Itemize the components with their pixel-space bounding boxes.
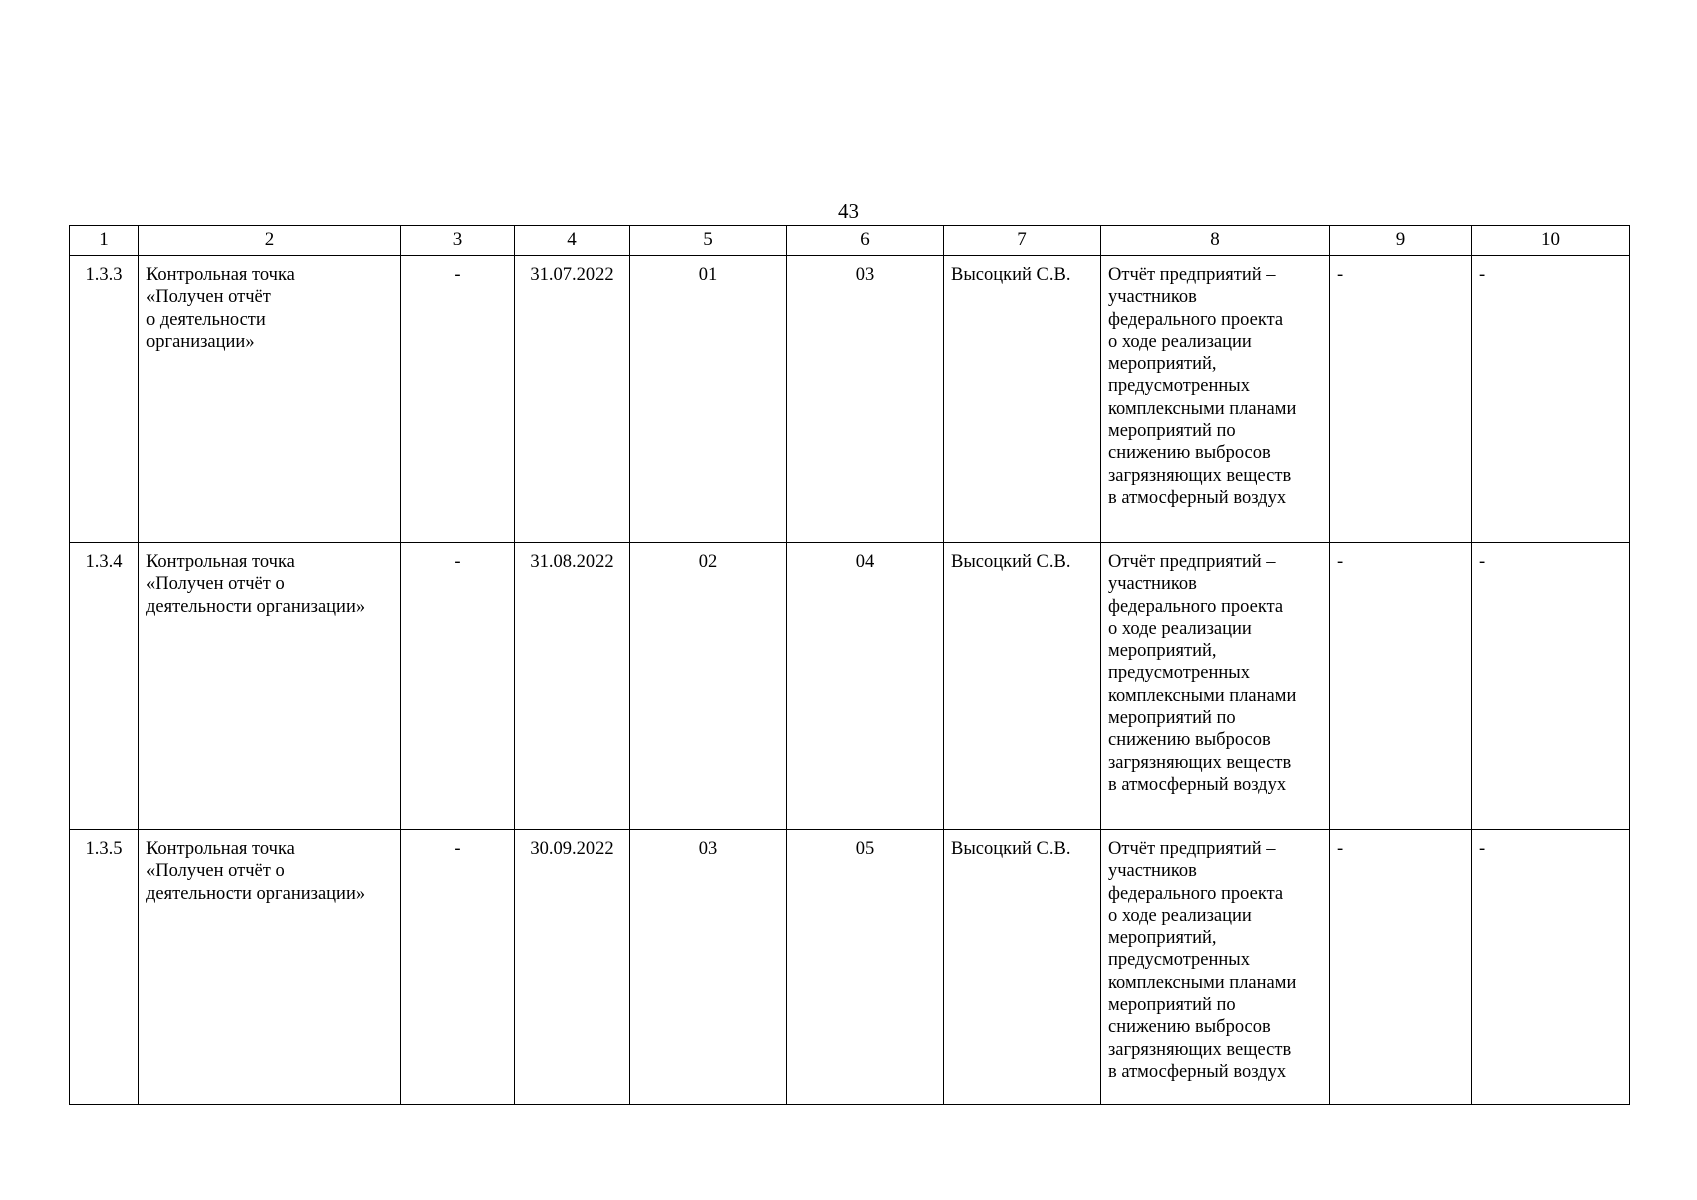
name-line: «Получен отчёт о <box>146 574 285 595</box>
name-line: «Получен отчёт <box>146 287 271 308</box>
col10-value: - <box>1472 543 1630 830</box>
header-cell-8: 8 <box>1101 226 1330 256</box>
responsible-person: Высоцкий С.В. <box>944 543 1101 830</box>
checkpoint-name <box>139 256 401 543</box>
row-id: 1.3.5 <box>70 830 139 1105</box>
col9-value: - <box>1330 543 1472 830</box>
name-line: Контрольная точка <box>146 552 295 572</box>
report-line: федерального проекта <box>1108 883 1284 904</box>
col6-value: 03 <box>787 256 944 543</box>
col10-value: - <box>1472 256 1630 543</box>
checkpoint-name <box>139 830 401 1105</box>
col3-value: - <box>401 830 515 1105</box>
report-line: загрязняющих веществ <box>1108 465 1292 486</box>
report-line: о ходе реализации <box>1108 905 1252 926</box>
page-number: 43 <box>838 199 859 223</box>
col5-value: 02 <box>630 543 787 830</box>
result-description <box>1101 830 1330 1105</box>
report-line: загрязняющих веществ <box>1108 1039 1292 1060</box>
deadline-date: 30.09.2022 <box>515 830 630 1105</box>
header-cell-5: 5 <box>630 226 787 256</box>
header-cell-7: 7 <box>944 226 1101 256</box>
report-line: федерального проекта <box>1108 309 1284 330</box>
responsible-person: Высоцкий С.В. <box>944 830 1101 1105</box>
report-line: Отчёт предприятий – <box>1108 552 1276 572</box>
report-line: загрязняющих веществ <box>1108 752 1292 773</box>
responsible-person: Высоцкий С.В. <box>944 256 1101 543</box>
col6-value: 04 <box>787 543 944 830</box>
report-line: Отчёт предприятий – <box>1108 265 1276 285</box>
col5-value: 01 <box>630 256 787 543</box>
name-line: деятельности организации» <box>146 596 366 617</box>
row-id: 1.3.3 <box>70 256 139 543</box>
name-line: организации» <box>146 331 255 352</box>
name-line: о деятельности <box>146 309 266 330</box>
header-cell-10: 10 <box>1472 226 1630 256</box>
name-line: «Получен отчёт о <box>146 861 285 882</box>
table-row <box>70 830 1630 1105</box>
report-line: участников <box>1108 574 1197 595</box>
table-row <box>70 256 1630 543</box>
report-line: комплексными планами <box>1108 972 1297 993</box>
col3-value: - <box>401 543 515 830</box>
report-line: снижению выбросов <box>1108 730 1271 751</box>
report-line: о ходе реализации <box>1108 618 1252 639</box>
report-line: мероприятий по <box>1108 708 1236 729</box>
name-line: Контрольная точка <box>146 265 295 285</box>
report-line: комплексными планами <box>1108 685 1297 706</box>
report-line: мероприятий, <box>1108 928 1217 949</box>
report-line: снижению выбросов <box>1108 443 1271 464</box>
col6-value: 05 <box>787 830 944 1105</box>
report-line: мероприятий, <box>1108 641 1217 662</box>
deadline-date: 31.07.2022 <box>515 256 630 543</box>
report-line: участников <box>1108 861 1197 882</box>
report-line: мероприятий, <box>1108 354 1217 375</box>
header-cell-1: 1 <box>70 226 139 256</box>
col9-value: - <box>1330 256 1472 543</box>
table-row <box>70 543 1630 830</box>
col9-value: - <box>1330 830 1472 1105</box>
col3-value: - <box>401 256 515 543</box>
report-line: предусмотренных <box>1108 376 1250 397</box>
col5-value: 03 <box>630 830 787 1105</box>
checkpoint-name <box>139 543 401 830</box>
row-id: 1.3.4 <box>70 543 139 830</box>
report-line: в атмосферный воздух <box>1108 1061 1287 1082</box>
report-line: в атмосферный воздух <box>1108 487 1287 508</box>
plan-table <box>69 225 1630 1105</box>
name-line: Контрольная точка <box>146 839 295 859</box>
report-line: в атмосферный воздух <box>1108 774 1287 795</box>
name-line: деятельности организации» <box>146 883 366 904</box>
header-cell-3: 3 <box>401 226 515 256</box>
report-line: снижению выбросов <box>1108 1017 1271 1038</box>
report-line: федерального проекта <box>1108 596 1284 617</box>
report-line: Отчёт предприятий – <box>1108 839 1276 859</box>
report-line: комплексными планами <box>1108 398 1297 419</box>
report-line: предусмотренных <box>1108 663 1250 684</box>
col10-value: - <box>1472 830 1630 1105</box>
report-line: мероприятий по <box>1108 421 1236 442</box>
header-cell-4: 4 <box>515 226 630 256</box>
deadline-date: 31.08.2022 <box>515 543 630 830</box>
column-number-header-row <box>70 226 1630 256</box>
header-cell-6: 6 <box>787 226 944 256</box>
result-description <box>1101 543 1330 830</box>
report-line: мероприятий по <box>1108 995 1236 1016</box>
header-cell-2: 2 <box>139 226 401 256</box>
header-cell-9: 9 <box>1330 226 1472 256</box>
result-description <box>1101 256 1330 543</box>
report-line: о ходе реализации <box>1108 331 1252 352</box>
report-line: предусмотренных <box>1108 950 1250 971</box>
report-line: участников <box>1108 287 1197 308</box>
